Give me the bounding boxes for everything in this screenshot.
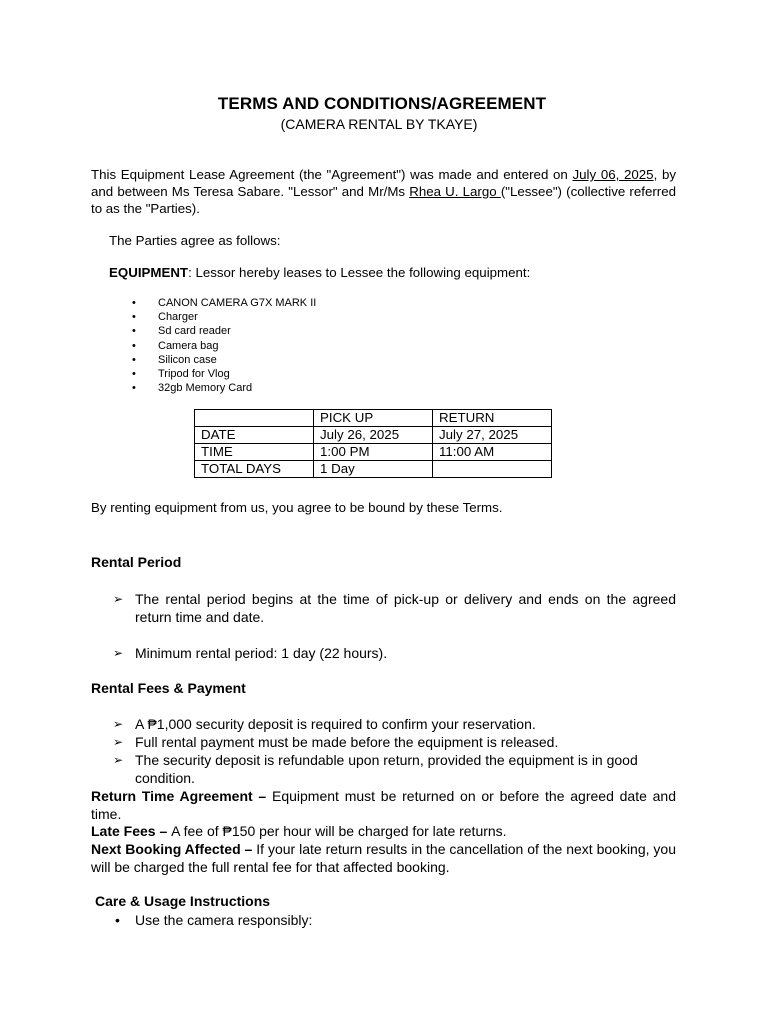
lessee-name: Rhea U. Largo — [409, 184, 501, 199]
rental-schedule-table — [194, 409, 552, 478]
table-cell: 1:00 PM — [314, 444, 433, 461]
next-booking-text: If your late return results in the cancellation of the next booking, you will be charged the full rental fee for that affected booking. — [91, 841, 677, 875]
table-row — [195, 444, 552, 461]
arrow-bullet-icon: ➢ — [113, 717, 124, 731]
next-booking-label: Next Booking Affected – — [91, 841, 257, 857]
list-item: • Sd card reader — [128, 324, 316, 338]
late-fees-label: Late Fees – — [91, 823, 172, 839]
list-item-text: Minimum rental period: 1 day (22 hours). — [135, 645, 388, 661]
equipment-label: EQUIPMENT — [109, 265, 189, 280]
arrow-bullet-icon: ➢ — [113, 753, 124, 767]
table-cell: July 27, 2025 — [433, 427, 552, 444]
equipment-line — [109, 265, 530, 280]
arrow-bullet-icon: ➢ — [113, 735, 124, 749]
list-item-text: Full rental payment must be made before the equipment is released. — [135, 734, 559, 750]
late-fees-paragraph — [91, 822, 676, 840]
arrow-bullet-icon: ➢ — [113, 646, 124, 660]
table-cell — [433, 461, 552, 478]
agreement-date: July 06, 2025 — [572, 167, 654, 182]
table-cell: TIME — [195, 444, 314, 461]
table-header-cell — [195, 410, 314, 427]
equipment-text: : Lessor hereby leases to Lessee the following equipment: — [188, 265, 531, 280]
return-time-paragraph — [91, 787, 676, 823]
fees-heading: Rental Fees & Payment — [91, 680, 246, 696]
return-time-text: Equipment must be returned on or before the agreed date and time. — [91, 788, 676, 822]
dot-bullet-icon: • — [115, 912, 120, 928]
list-item: • Charger — [128, 310, 316, 324]
table-row — [195, 461, 552, 478]
document-subtitle: (CAMERA RENTAL BY TKAYE) — [280, 116, 478, 132]
rental-period-heading: Rental Period — [91, 554, 182, 570]
late-fees-text: A fee of ₱150 per hour will be charged for late returns. — [171, 823, 507, 839]
table-header-cell: RETURN — [433, 410, 552, 427]
next-booking-paragraph — [91, 840, 676, 876]
bound-terms-text: By renting equipment from us, you agree to be bound by these Terms. — [91, 500, 503, 515]
care-heading: Care & Usage Instructions — [95, 893, 271, 909]
list-item: • 32gb Memory Card — [128, 381, 316, 395]
list-item: • Silicon case — [128, 353, 316, 367]
intro-text-1: This Equipment Lease Agreement (the "Agreement") was made and entered on — [91, 167, 573, 182]
list-item — [113, 733, 676, 751]
list-item — [113, 644, 676, 662]
list-item — [115, 912, 312, 928]
list-item — [113, 590, 676, 626]
table-header-row — [195, 410, 552, 427]
list-item: • Camera bag — [128, 339, 316, 353]
intro-text-3: ("Lessee") (collective referred to as the "Parties). — [91, 184, 676, 216]
parties-text: The Parties agree as follows: — [109, 233, 281, 248]
list-item-text: The rental period begins at the time of pick-up or delivery and ends on the agreed return time and date. — [135, 591, 676, 625]
table-cell: 1 Day — [314, 461, 433, 478]
list-item — [113, 751, 676, 787]
document-title: TERMS AND CONDITIONS/AGREEMENT — [217, 94, 547, 113]
arrow-bullet-icon: ➢ — [113, 592, 124, 606]
table-cell: July 26, 2025 — [314, 427, 433, 444]
table-row — [195, 427, 552, 444]
intro-paragraph — [91, 166, 676, 217]
table-header-cell: PICK UP — [314, 410, 433, 427]
table-cell: TOTAL DAYS — [195, 461, 314, 478]
table-cell: DATE — [195, 427, 314, 444]
list-item: • Tripod for Vlog — [128, 367, 316, 381]
list-item-text: The security deposit is refundable upon return, provided the equipment is in good condition. — [135, 752, 638, 786]
table-cell: 11:00 AM — [433, 444, 552, 461]
list-item — [113, 715, 676, 733]
list-item-text: Use the camera responsibly: — [135, 912, 313, 928]
intro-text-2: , by and between Ms Teresa Sabare. "Lessor" and Mr/Ms — [91, 167, 676, 199]
return-time-label: Return Time Agreement – — [91, 788, 272, 804]
equipment-list — [128, 296, 316, 395]
list-item-text: A ₱1,000 security deposit is required to confirm your reservation. — [135, 716, 536, 732]
list-item: • CANON CAMERA G7X MARK II — [128, 296, 316, 310]
